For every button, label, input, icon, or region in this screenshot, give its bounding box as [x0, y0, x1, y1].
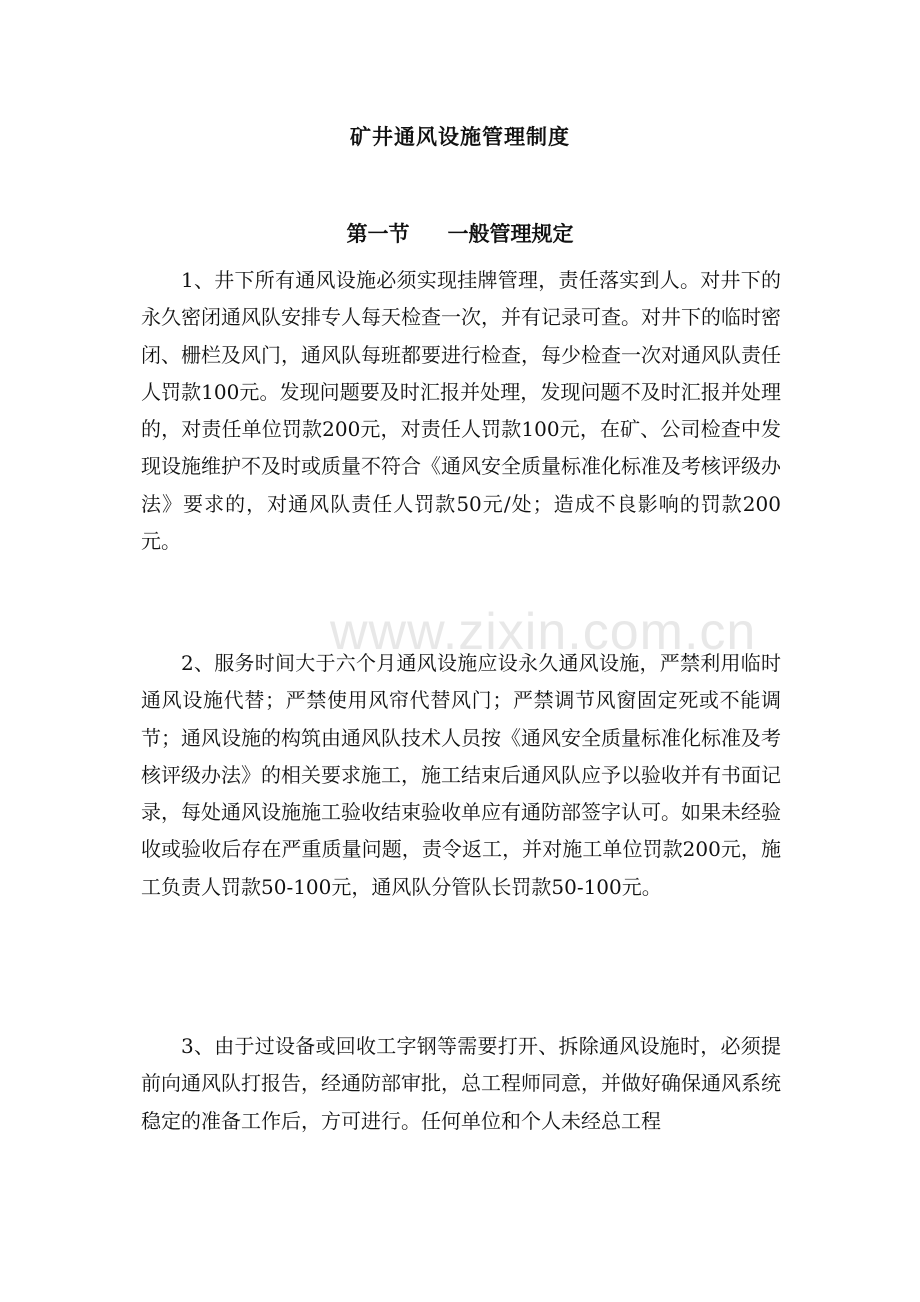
paragraph-2: 2、服务时间大于六个月通风设施应设永久通风设施，严禁利用临时通风设施代替；严禁使用风帘代替风门；严禁调节风窗固定死或不能调节；通风设施的构筑由通风队技术人员按《通风安全质量标准化标准及考核评级办法》的相关要求施工，施工结束后通风队应予以验收并有书面记录，每处通风设施施工验收结束验收单应有通防部签字认可。如果未经验收或验收后存在严重质量问题，责令返工，并对施工单位罚款200元，施工负责人罚款50-100元，通风队分管队长罚款50-100元。 [141, 651, 781, 899]
watermark: www.zixin.com.cn [330, 603, 757, 661]
paragraph-1: 1、井下所有通风设施必须实现挂牌管理，责任落实到人。对井下的永久密闭通风队安排专人每天检查一次，并有记录可查。对井下的临时密闭、栅栏及风门，通风队每班都要进行检查，每少检查一次对通风队责任人罚款100元。发现问题要及时汇报并处理，发现问题不及时汇报并处理的，对责任单位罚款200元，对责任人罚款100元，在矿、公司检查中发现设施维护不及时或质量不符合《通风安全质量标准化标准及考核评级办法》要求的，对通风队责任人罚款50元/处；造成不良影响的罚款200元。 [141, 268, 781, 554]
paragraph-3: 3、由于过设备或回收工字钢等需要打开、拆除通风设施时，必须提前向通风队打报告，经通防部审批，总工程师同意，并做好确保通风系统稳定的准备工作后，方可进行。任何单位和个人未经总工程 [141, 1034, 781, 1133]
section-heading [0, 218, 920, 248]
section-title: 一般管理规定 [447, 221, 574, 246]
document-title: 矿井通风设施管理制度 [350, 124, 570, 149]
section-number: 第一节 [346, 221, 410, 246]
